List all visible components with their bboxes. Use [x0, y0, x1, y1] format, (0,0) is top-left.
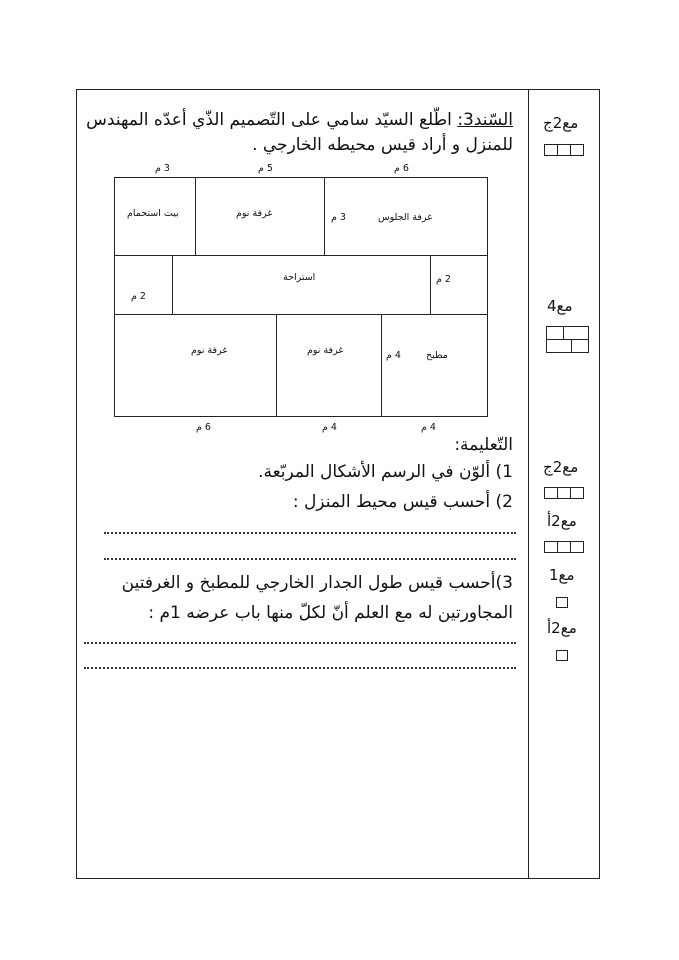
bottom-dim-4m-a: 4 م [322, 422, 337, 433]
criterion-box[interactable] [556, 597, 568, 608]
criterion-box[interactable] [571, 339, 589, 353]
label-left-dim: 2 م [131, 291, 146, 302]
room-rest [172, 255, 431, 315]
criteria-column-divider [528, 89, 529, 879]
question-3-line1: 3)أحسب قيس طول الجدار الخارجي للمطبخ و الغرفتين [121, 573, 513, 593]
criterion-box[interactable] [570, 144, 584, 156]
square-right [430, 255, 488, 315]
label-living: غرفة الجلوس [378, 212, 433, 223]
answer-line-q2-b [104, 558, 516, 560]
source-paragraph-line1 [86, 110, 513, 130]
top-dim-6m: 6 م [394, 163, 409, 174]
source-text-line2: للمنزل و أراد قيس محيطه الخارجي . [252, 135, 513, 155]
label-rest: استراحة [283, 272, 316, 283]
criterion-1-label: مع2ج [543, 114, 579, 132]
question-3-line2: المجاورتين له مع العلم أنّ لكلّ منها باب عرضه 1م : [148, 603, 513, 623]
label-kitchen-dim: 4 م [386, 350, 401, 361]
criterion-box[interactable] [544, 541, 558, 553]
source-label: السّند3: [457, 110, 513, 130]
source-text-line1: اطّلع السيّد سامي على التّصميم الذّي أعدّه المهندس [86, 110, 458, 130]
bottom-dim-4m-b: 4 م [421, 422, 436, 433]
instruction-label: التّعليمة: [454, 435, 513, 455]
label-bedroom-bottom-mid: غرفة نوم [307, 345, 344, 356]
answer-line-q3-b [84, 667, 516, 669]
criterion-box[interactable] [557, 487, 571, 499]
question-1: 1) ألوّن في الرسم الأشكال المربّعة. [258, 462, 513, 482]
answer-line-q3-a [84, 642, 516, 644]
criterion-box[interactable] [556, 650, 568, 661]
criterion-3-label: مع2ج [543, 458, 579, 476]
label-bathroom: بيت استحمام [127, 208, 179, 219]
criterion-box[interactable] [557, 541, 571, 553]
top-dim-3m: 3 م [155, 163, 170, 174]
criterion-box[interactable] [544, 487, 558, 499]
criterion-box[interactable] [557, 144, 571, 156]
label-right-dim: 2 م [436, 274, 451, 285]
criterion-box[interactable] [546, 326, 564, 340]
criterion-box[interactable] [563, 326, 589, 340]
criterion-6-label: مع2أ [547, 619, 577, 637]
label-kitchen: مطبخ [426, 350, 448, 361]
criterion-box[interactable] [544, 144, 558, 156]
room-kitchen [381, 314, 488, 417]
room-bedroom-bottom-mid [276, 314, 382, 417]
question-2: 2) أحسب قيس محيط المنزل : [292, 492, 513, 512]
answer-line-q2-a [104, 532, 516, 534]
square-left [114, 255, 173, 315]
label-living-dim: 3 م [331, 212, 346, 223]
room-bedroom-bottom-left [114, 314, 277, 417]
label-bedroom-top: غرفة نوم [236, 208, 273, 219]
criterion-4-label: مع2أ [547, 512, 577, 530]
criterion-box[interactable] [570, 541, 584, 553]
criterion-2-label: مع4 [547, 297, 573, 315]
label-bedroom-bottom-left: غرفة نوم [191, 345, 228, 356]
criterion-box[interactable] [570, 487, 584, 499]
bottom-dim-6m: 6 م [196, 422, 211, 433]
top-dim-5m: 5 م [258, 163, 273, 174]
criterion-box[interactable] [546, 339, 572, 353]
criterion-5-label: مع1 [549, 566, 575, 584]
